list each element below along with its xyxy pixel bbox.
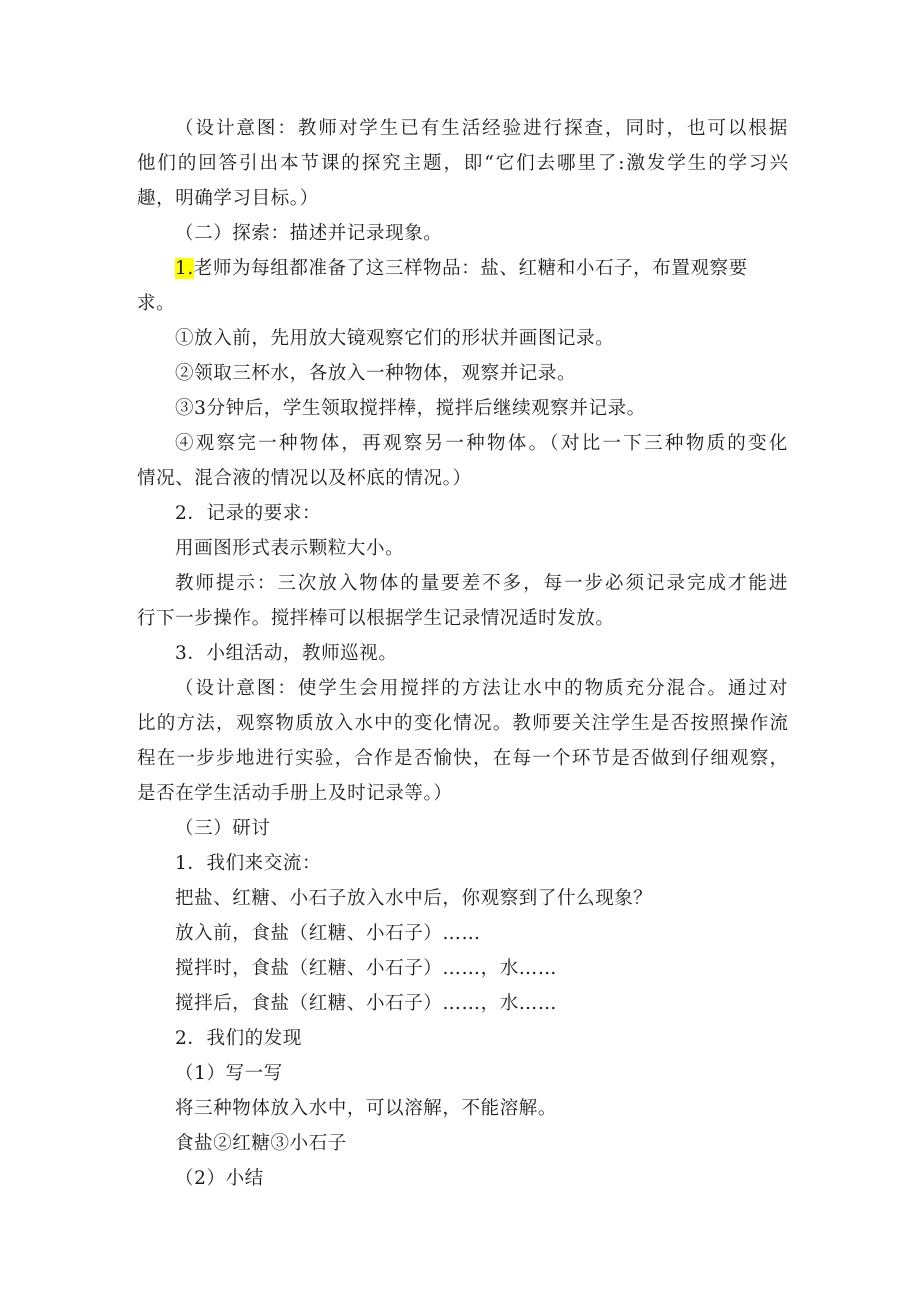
- sub-step-1: ①放入前，先用放大镜观察它们的形状并画图记录。: [175, 328, 615, 349]
- observation-after: 搅拌后，食盐（红糖、小石子）……，水……: [175, 993, 558, 1014]
- observation-before: 放入前，食盐（红糖、小石子）……: [175, 923, 481, 944]
- design-intent-2-line-2: 比的方法，观察物质放入水中的变化情况。教师要关注学生是否按照操作流: [137, 713, 788, 734]
- write-text: 将三种物体放入水中，可以溶解，不能溶解。: [175, 1098, 558, 1119]
- teacher-tip-line-1: 教师提示：三次放入物体的量要差不多，每一步必须记录完成才能进: [175, 573, 788, 594]
- design-intent-2-line-4: 是否在学生活动手册上及时记录等。）: [137, 783, 453, 804]
- summary-heading: （2）小结: [175, 1168, 264, 1189]
- sub-step-2: ②领取三杯水，各放入一种物体，观察并记录。: [175, 363, 577, 384]
- write-heading: （1）写一写: [175, 1063, 283, 1084]
- exchange-heading: 1．我们来交流：: [175, 853, 322, 874]
- sub-step-3: ③3分钟后，学生领取搅拌棒，搅拌后继续观察并记录。: [175, 398, 646, 419]
- highlighted-step-number: 1.: [175, 258, 194, 279]
- design-intent-2-line-1: （设计意图：使学生会用搅拌的方法让水中的物质充分混合。通过对: [175, 678, 788, 699]
- sub-step-4-line-1: ④观察完一种物体，再观察另一种物体。（对比一下三种物质的变化: [175, 433, 788, 454]
- record-requirement-text: 用画图形式表示颗粒大小。: [175, 538, 405, 559]
- substances-list: 食盐②红糖③小石子: [175, 1133, 347, 1154]
- design-intent-line-3: 趣，明确学习目标。）: [137, 188, 319, 209]
- design-intent-2-line-3: 程在一步步地进行实验，合作是否愉快，在每一个环节是否做到仔细观察，: [137, 748, 788, 769]
- step-1-line-1: [175, 252, 748, 286]
- step-1-line-2: 求。: [137, 293, 176, 314]
- observation-during: 搅拌时，食盐（红糖、小石子）……，水……: [175, 958, 558, 979]
- record-requirements-heading: 2．记录的要求：: [175, 503, 322, 524]
- step-1-text: 老师为每组都准备了这三样物品：盐、红糖和小石子，布置观察要: [193, 258, 748, 279]
- section-heading-explore: （二）探索：描述并记录现象。: [175, 223, 443, 244]
- teacher-tip-line-2: 行下一步操作。搅拌棒可以根据学生记录情况适时发放。: [137, 608, 615, 629]
- exchange-question: 把盐、红糖、小石子放入水中后，你观察到了什么现象？: [175, 888, 653, 909]
- design-intent-line-1: （设计意图：教师对学生已有生活经验进行探查，同时，也可以根据: [175, 118, 788, 139]
- design-intent-line-2: 他们的回答引出本节课的探究主题，即“它们去哪里了:激发学生的学习兴: [137, 153, 788, 174]
- findings-heading: 2．我们的发现: [175, 1028, 302, 1049]
- sub-step-4-line-2: 情况、混合液的情况以及杯底的情况。）: [137, 468, 472, 489]
- group-activity-heading: 3．小组活动，教师巡视。: [175, 643, 398, 664]
- section-heading-discuss: （三）研讨: [175, 818, 271, 839]
